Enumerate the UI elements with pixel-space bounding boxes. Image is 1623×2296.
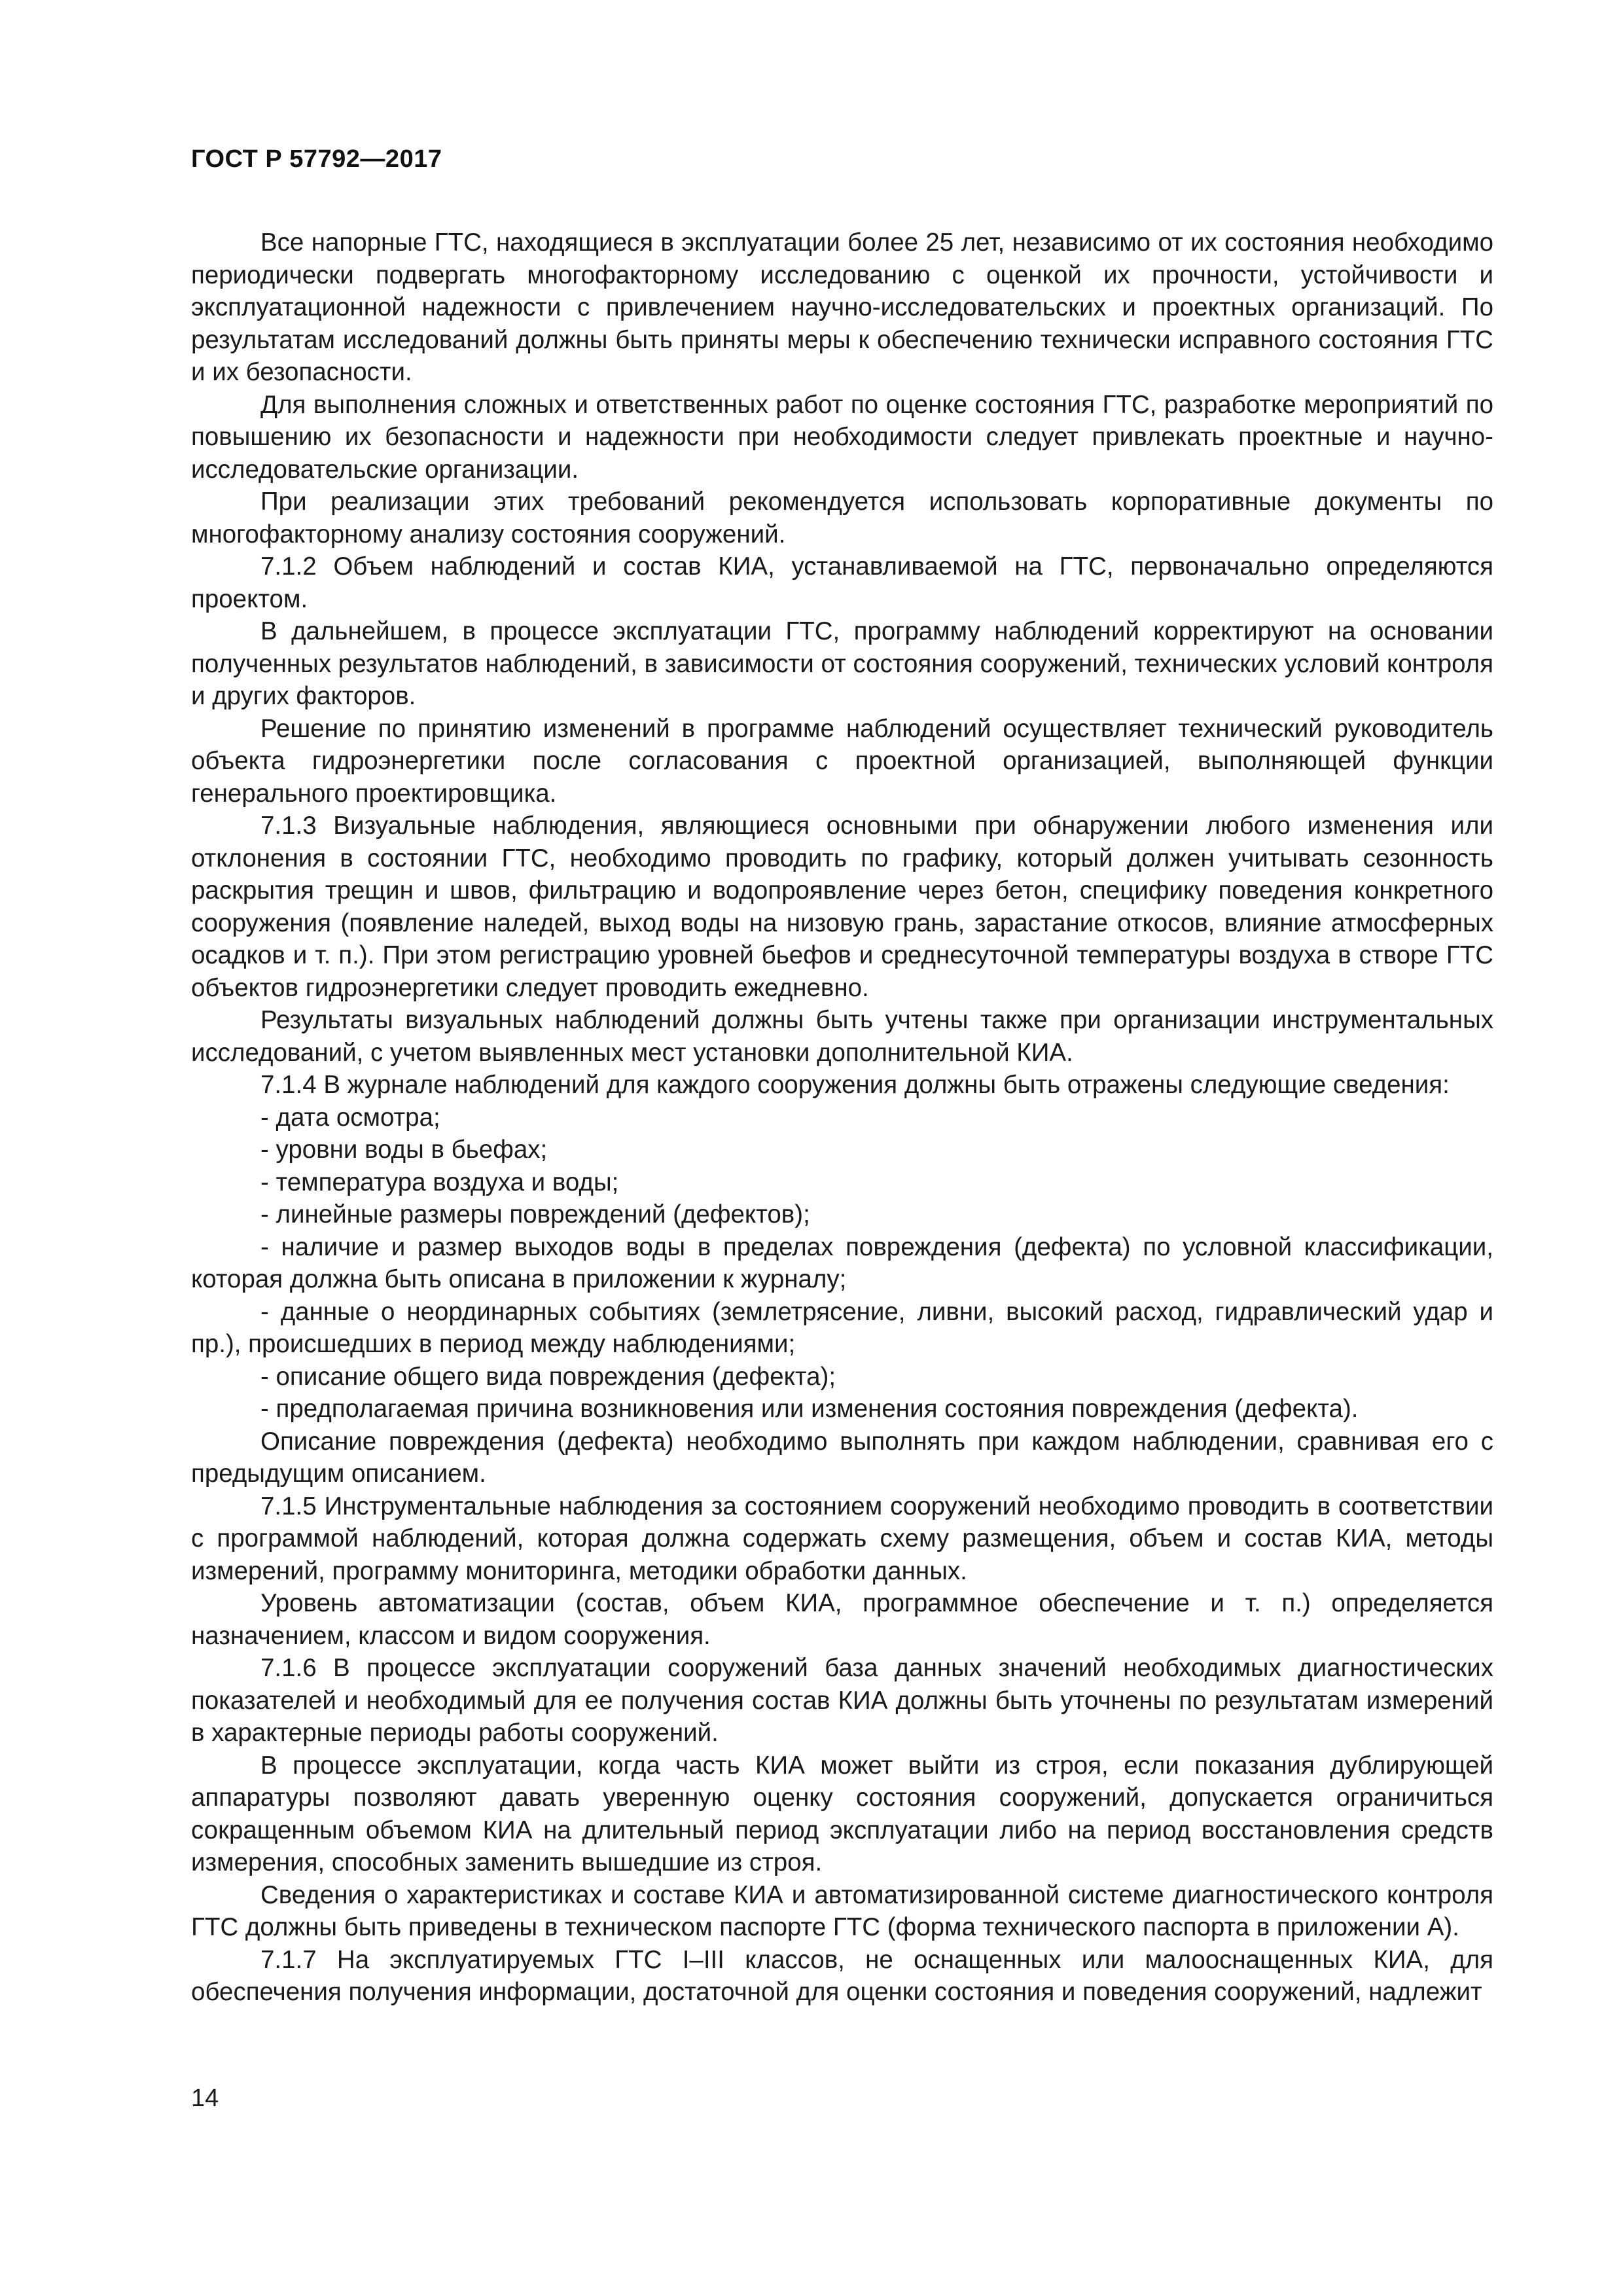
list-item: - уровни воды в бьефах; [260,1136,548,1164]
paragraph: В дальнейшем, в процессе эксплуатации ГТС, программу наблюдений корректируют на основании полученных результатов наблюдений, в зависимости от состояния сооружений, технических условий контроля и других факторов. [191,617,1493,710]
paragraph: В процессе эксплуатации, когда часть КИА может выйти из строя, если показания дублирующей аппаратуры позволяют давать уверенную оценку состояния сооружений, допускается ограничиться сокращенным объемом КИА на длительный период эксплуатации либо на период восстановления средств измерения, способных заменить вышедшие из строя. [191,1751,1493,1876]
paragraph: Для выполнения сложных и ответственных работ по оценке состояния ГТС, разработке мероприятий по повышению их безопасности и надежности при необходимости следует привлекать проектные и научно-исследовательские организации. [191,390,1493,484]
list-item: - наличие и размер выходов воды в пределах повреждения (дефекта) по условной классификации, которая должна быть описана в приложении к журналу; [191,1232,1493,1293]
document-header: ГОСТ Р 57792—2017 [191,145,442,173]
document-body [191,226,1493,2009]
paragraph: 7.1.5 Инструментальные наблюдения за состоянием сооружений необходимо проводить в соответствии с программой наблюдений, которая должна содержать схему размещения, объем и состав КИА, методы измерений, программу мониторинга, методики обработки данных. [191,1492,1493,1585]
paragraph: При реализации этих требований рекомендуется использовать корпоративные документы по многофакторному анализу состояния сооружений. [191,488,1493,548]
list-item: - температура воздуха и воды; [260,1168,619,1196]
paragraph: Результаты визуальных наблюдений должны быть учтены также при организации инструментальных исследований, с учетом выявленных мест установки дополнительной КИА. [191,1006,1493,1067]
paragraph: 7.1.3 Визуальные наблюдения, являющиеся основными при обнаружении любого изменения или отклонения в состоянии ГТС, необходимо проводить по графику, который должен учитывать сезонность раскрытия трещин и швов, фильтрацию и водопроявление через бетон, специфику поведения конкретного сооружения (появление наледей, выход воды на низовую грань, зарастание откосов, влияние атмосферных осадков и т. п.). При этом регистрацию уровней бьефов и среднесуточной температуры воздуха в створе ГТС объектов гидроэнергетики следует проводить ежедневно. [191,812,1493,1002]
paragraph: 7.1.7 На эксплуатируемых ГТС I–III классов, не оснащенных или малооснащенных КИА, для обеспечения получения информации, достаточной для оценки состояния и поведения сооружений, надлежит [191,1945,1493,2006]
paragraph: 7.1.2 Объем наблюдений и состав КИА, устанавливаемой на ГТС, первоначально определяются проектом. [191,552,1493,613]
paragraph: 7.1.6 В процессе эксплуатации сооружений база данных значений необходимых диагностических показателей и необходимый для ее получения состав КИА должны быть уточнены по результатам измерений в характерные периоды работы сооружений. [191,1654,1493,1747]
paragraph: Все напорные ГТС, находящиеся в эксплуатации более 25 лет, независимо от их состояния необходимо периодически подвергать многофакторному исследованию с оценкой их прочности, устойчивости и эксплуатационной надежности с привлечением научно-исследовательских и проектных организаций. По результатам исследований должны быть приняты меры к обеспечению технически исправного состояния ГТС и их безопасности. [191,228,1493,386]
list-item: - предполагаемая причина возникновения или изменения состояния повреждения (дефекта). [260,1395,1359,1423]
list-item: - дата осмотра; [260,1103,440,1132]
paragraph: Описание повреждения (дефекта) необходимо выполнять при каждом наблюдении, сравнивая его с предыдущим описанием. [191,1427,1493,1488]
list-item: - данные о неординарных событиях (землетрясение, ливни, высокий расход, гидравлический удар и пр.), происшедших в период между наблюдениями; [191,1297,1493,1358]
paragraph: Уровень автоматизации (состав, объем КИА, программное обеспечение и т. п.) определяется назначением, классом и видом сооружения. [191,1589,1493,1650]
list-item: - линейные размеры повреждений (дефектов); [260,1200,810,1229]
paragraph: Решение по принятию изменений в программе наблюдений осуществляет технический руководитель объекта гидроэнергетики после согласования с проектной организацией, выполняющей функции генерального проектировщика. [191,714,1493,808]
page-number: 14 [191,2085,219,2112]
paragraph: 7.1.4 В журнале наблюдений для каждого сооружения должны быть отражены следующие сведения: [260,1071,1450,1099]
paragraph: Сведения о характеристиках и составе КИА и автоматизированной системе диагностического контроля ГТС должны быть приведены в техническом паспорте ГТС (форма технического паспорта в приложении А). [191,1880,1493,1941]
list-item: - описание общего вида повреждения (дефекта); [260,1362,836,1391]
